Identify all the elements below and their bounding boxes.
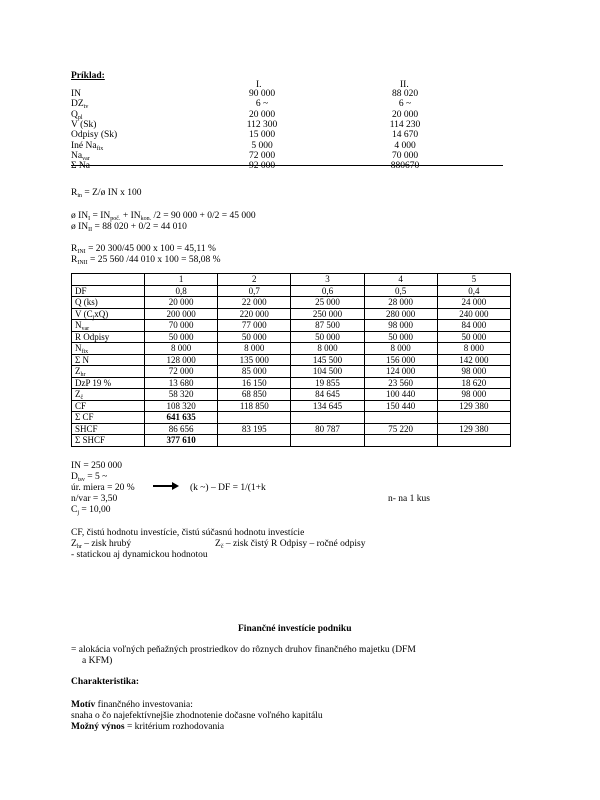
table-cell: 129 380 bbox=[437, 423, 510, 435]
table-cell bbox=[218, 435, 291, 447]
table-cell: 50 000 bbox=[437, 331, 510, 343]
param-in: IN = 250 000 bbox=[71, 461, 123, 471]
formula-avg-in-1: ø $IN_I = IN_{poč.} + IN_{kon.}$ /2 = 90 000 + 0/2 = 45 000 bbox=[71, 211, 256, 222]
table-cell: 50 000 bbox=[145, 331, 218, 343]
table-cell bbox=[291, 412, 364, 424]
table-cell: 50 000 bbox=[364, 331, 437, 343]
table-cell: 50 000 bbox=[218, 331, 291, 343]
table-header-cell: 1 bbox=[145, 274, 218, 286]
table-cell bbox=[437, 435, 510, 447]
table-row-label: $Z_{hr}$ bbox=[72, 366, 145, 378]
table-cell: 220 000 bbox=[218, 308, 291, 320]
example-row-label: V (Sk) bbox=[71, 119, 97, 130]
example-row-value: 112 300 bbox=[246, 119, 278, 130]
table-row-label: DF bbox=[72, 285, 145, 297]
table-cell: 0,8 bbox=[145, 285, 218, 297]
table-cell: 70 000 bbox=[145, 320, 218, 332]
table-cell: 100 440 bbox=[364, 389, 437, 401]
example-row-value: 14 670 bbox=[391, 130, 419, 141]
table-cell: 142 000 bbox=[437, 354, 510, 366]
table-cell: 86 656 bbox=[145, 423, 218, 435]
section-def-line-2: a KFM) bbox=[82, 656, 113, 666]
table-cell: 20 000 bbox=[145, 297, 218, 309]
note-zhr: $Z_{hr}$ – zisk hrubý bbox=[71, 539, 132, 550]
table-cell: 19 855 bbox=[291, 377, 364, 389]
table-cell: 28 000 bbox=[364, 297, 437, 309]
example-row-value: 880670 bbox=[390, 161, 420, 172]
table-cell: 124 000 bbox=[364, 366, 437, 378]
table-cell: 84 645 bbox=[291, 389, 364, 401]
motiv-text: snaha o čo najefektívnejšie zhodnotenie dočasne voľného kapitálu bbox=[71, 711, 323, 721]
motiv-line: Motív finančného investovania: bbox=[71, 700, 193, 710]
table-cell: 87 500 bbox=[291, 320, 364, 332]
table-cell: 72 000 bbox=[145, 366, 218, 378]
table-cell: 145 500 bbox=[291, 354, 364, 366]
vynos-line: Možný výnos = kritérium rozhodovania bbox=[71, 722, 225, 732]
table-cell: 13 680 bbox=[145, 377, 218, 389]
table-cell bbox=[291, 435, 364, 447]
formula-r-in-2: $R_{INII} = 25$ 560 /44 010 x 100 = 58,08 % bbox=[71, 255, 221, 266]
table-row bbox=[72, 389, 511, 401]
table-cell: 118 850 bbox=[218, 400, 291, 412]
table-row bbox=[72, 354, 511, 366]
col-header-2: II. bbox=[400, 80, 409, 90]
example-row-value: 20 000 bbox=[248, 109, 276, 120]
table-cell: 75 220 bbox=[364, 423, 437, 435]
table-cell: 68 850 bbox=[218, 389, 291, 401]
table-cell: 22 000 bbox=[218, 297, 291, 309]
table-row bbox=[72, 285, 511, 297]
table-row-label: CF bbox=[72, 400, 145, 412]
table-cell: 23 560 bbox=[364, 377, 437, 389]
table-row bbox=[72, 308, 511, 320]
table-cell: 8 000 bbox=[364, 343, 437, 355]
example-row-value: 4 000 bbox=[394, 140, 416, 151]
formula-rin: $R_{in}$ = Z/ø IN x 100 bbox=[71, 188, 142, 199]
example-row-label: Iné $Na_{fix}$ bbox=[71, 140, 104, 152]
example-row-value: 6 ~ bbox=[398, 99, 412, 110]
table-cell: 104 500 bbox=[291, 366, 364, 378]
note-zc: $Z_č$ – zisk čistý R Odpisy – ročné odpisy bbox=[215, 539, 366, 550]
table-cell: 0,5 bbox=[364, 285, 437, 297]
example-row-label: $Na_{var}$ bbox=[71, 150, 90, 162]
section-heading: Finančné investície podniku bbox=[238, 624, 352, 634]
example-row-value: 20 000 bbox=[391, 109, 419, 120]
table-cell: 18 620 bbox=[437, 377, 510, 389]
table-cell bbox=[218, 412, 291, 424]
table-cell: 280 000 bbox=[364, 308, 437, 320]
table-cell bbox=[364, 435, 437, 447]
example-row-value: 92 000 bbox=[248, 161, 276, 172]
table-cell: 58 320 bbox=[145, 389, 218, 401]
param-dtv: $D_{tsv} = 5$ ~ bbox=[71, 472, 108, 483]
table-cell: 80 787 bbox=[291, 423, 364, 435]
table-row-label: R Odpisy bbox=[72, 331, 145, 343]
formula-r-in-1: $R_{INI} = 20$ 300/45 000 x 100 = 45,11 % bbox=[71, 244, 216, 255]
param-rate: úr. miera = 20 % bbox=[71, 483, 135, 493]
table-cell: 85 000 bbox=[218, 366, 291, 378]
example-row-value: 72 000 bbox=[248, 150, 276, 161]
example-row-value: 88 020 bbox=[391, 89, 419, 99]
table-header-cell: 5 bbox=[437, 274, 510, 286]
table-cell: 250 000 bbox=[291, 308, 364, 320]
param-per-unit: n- na 1 kus bbox=[388, 494, 430, 504]
col-header-1: I. bbox=[256, 80, 262, 90]
table-cell bbox=[437, 412, 510, 424]
table-cell: 135 000 bbox=[218, 354, 291, 366]
table-cell: 8 000 bbox=[437, 343, 510, 355]
example-row-label: Σ Na bbox=[71, 161, 90, 172]
table-row bbox=[72, 423, 511, 435]
example-row-label: $DZ_{tv}$ bbox=[71, 99, 89, 111]
table-cell: 77 000 bbox=[218, 320, 291, 332]
note-line-3: - statickou aj dynamickou hodnotou bbox=[71, 550, 208, 560]
note-line-1: CF, čistú hodnotu investície, čistú súčasnú hodnotu investície bbox=[71, 528, 305, 538]
table-row-label: V $(C_jxQ)$ bbox=[72, 308, 145, 320]
table-row bbox=[72, 400, 511, 412]
table-row bbox=[72, 343, 511, 355]
table-header-cell bbox=[72, 274, 145, 286]
table-row bbox=[72, 366, 511, 378]
example-row-label: Odpisy (Sk) bbox=[71, 130, 118, 141]
table-cell: 240 000 bbox=[437, 308, 510, 320]
table-row-label: $N_{var}$ bbox=[72, 320, 145, 332]
example-title: Príklad: bbox=[71, 71, 105, 81]
table-header-cell: 2 bbox=[218, 274, 291, 286]
example-row-value: 15 000 bbox=[248, 130, 276, 141]
table-row bbox=[72, 412, 511, 424]
table-cell: 0,7 bbox=[218, 285, 291, 297]
table-row-label: Σ N bbox=[72, 354, 145, 366]
table-row-label: Σ SHCF bbox=[72, 435, 145, 447]
table-row-label: Q (ks) bbox=[72, 297, 145, 309]
cash-flow-table bbox=[71, 273, 511, 447]
table-cell: 0,6 bbox=[291, 285, 364, 297]
table-cell: 8 000 bbox=[291, 343, 364, 355]
table-cell: 134 645 bbox=[291, 400, 364, 412]
example-row-value: 90 000 bbox=[248, 89, 276, 99]
table-cell: 98 000 bbox=[364, 320, 437, 332]
table-cell: 641 635 bbox=[145, 412, 218, 424]
table-row bbox=[72, 297, 511, 309]
table-cell: 24 000 bbox=[437, 297, 510, 309]
table-row-label: DzP 19 % bbox=[72, 377, 145, 389]
table-row-label: SHCF bbox=[72, 423, 145, 435]
table-cell: 150 440 bbox=[364, 400, 437, 412]
table-row bbox=[72, 320, 511, 332]
example-row-value: 6 ~ bbox=[255, 99, 269, 110]
sum-divider bbox=[71, 165, 503, 166]
example-row-value: 5 000 bbox=[251, 140, 273, 151]
table-cell: 98 000 bbox=[437, 389, 510, 401]
example-row-value: 114 230 bbox=[389, 119, 421, 130]
formula-avg-in-2: ø $IN_{II} = 88$ 020 + 0/2 = 44 010 bbox=[71, 222, 187, 233]
table-cell: 98 000 bbox=[437, 366, 510, 378]
param-cj: $C_j = 10,00$ bbox=[71, 505, 111, 516]
table-cell: 156 000 bbox=[364, 354, 437, 366]
table-cell: 108 320 bbox=[145, 400, 218, 412]
example-row-label: IN bbox=[71, 89, 82, 99]
example-row-label: $Q_{pl}$ bbox=[71, 109, 83, 121]
table-cell: 8 000 bbox=[218, 343, 291, 355]
table-row-label: $Z_č$ bbox=[72, 389, 145, 401]
table-header-row bbox=[72, 274, 511, 286]
table-cell: 377 610 bbox=[145, 435, 218, 447]
table-row bbox=[72, 377, 511, 389]
table-row bbox=[72, 331, 511, 343]
param-nvar: n/var = 3,50 bbox=[71, 494, 118, 504]
example-row-value: 70 000 bbox=[391, 150, 419, 161]
table-cell: 25 000 bbox=[291, 297, 364, 309]
arrow-right-icon bbox=[152, 481, 180, 491]
table-cell: 50 000 bbox=[291, 331, 364, 343]
table-cell bbox=[364, 412, 437, 424]
table-row-label: $N_{fix}$ bbox=[72, 343, 145, 355]
table-row bbox=[72, 435, 511, 447]
table-cell: 128 000 bbox=[145, 354, 218, 366]
param-df-formula: (k ~) – DF = 1/(1+k bbox=[190, 483, 266, 493]
table-cell: 16 150 bbox=[218, 377, 291, 389]
table-cell: 83 195 bbox=[218, 423, 291, 435]
table-cell: 200 000 bbox=[145, 308, 218, 320]
section-def-line-1: = alokácia voľných peňažných prostriedkov do rôznych druhov finančného majetku (DFM bbox=[71, 645, 416, 655]
table-cell: 129 380 bbox=[437, 400, 510, 412]
table-cell: 84 000 bbox=[437, 320, 510, 332]
table-cell: 8 000 bbox=[145, 343, 218, 355]
table-cell: 0,4 bbox=[437, 285, 510, 297]
characteristics-heading: Charakteristika: bbox=[71, 677, 140, 687]
table-header-cell: 4 bbox=[364, 274, 437, 286]
table-row-label: Σ CF bbox=[72, 412, 145, 424]
table-header-cell: 3 bbox=[291, 274, 364, 286]
